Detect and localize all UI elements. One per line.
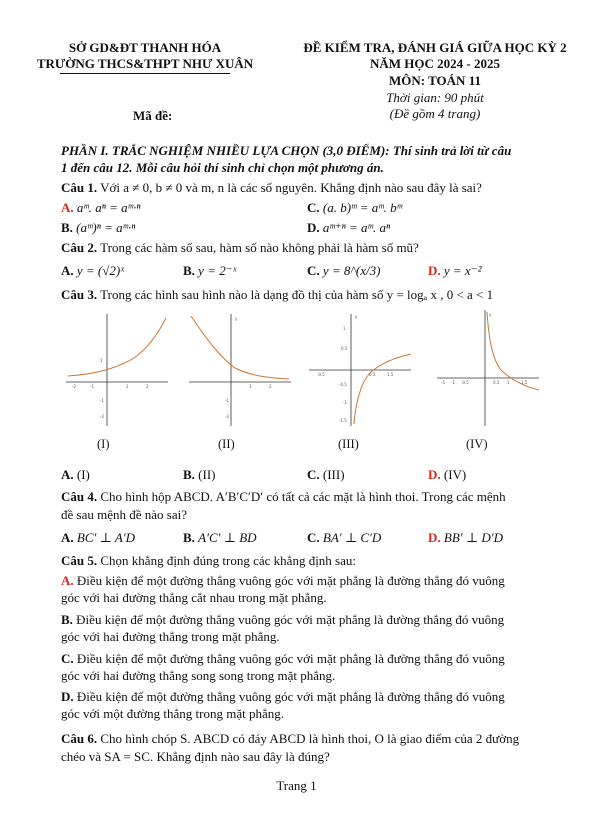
svg-text:1.5: 1.5 (521, 380, 528, 385)
svg-text:y: y (489, 312, 492, 317)
question-3: Câu 3. Trong các hình sau hình nào là dạng đồ thị của hàm số y = logₐ x , 0 < a < 1 (61, 287, 494, 302)
graph-i-caption: (I) (97, 437, 110, 451)
svg-text:0.5: 0.5 (341, 346, 348, 351)
graph-ii-curve (191, 316, 289, 379)
svg-text:1: 1 (507, 380, 510, 385)
q1-option-a[interactable]: A. aᵐ. aⁿ = aᵐ·ⁿ (61, 200, 141, 215)
q5-option-a[interactable]: A. Điều kiện để một đường thẳng vuông góc với mặt phẳng là đường thẳng đó vuông góc với hai đường thẳng cắt nhau trong mặt phẳng. (61, 573, 505, 605)
q2-option-d[interactable]: D. y = x⁻² (428, 263, 482, 278)
svg-text:2: 2 (269, 384, 272, 389)
question-1 (61, 180, 482, 196)
page-count: (Đề gồm 4 trang) (389, 106, 481, 121)
svg-text:1: 1 (249, 384, 252, 389)
svg-text:-1: -1 (100, 398, 104, 403)
question-2: Câu 2. Trong các hàm số sau, hàm số nào không phải là hàm số mũ? (61, 240, 419, 255)
svg-text:0.5: 0.5 (369, 372, 376, 377)
svg-text:-0.5: -0.5 (461, 380, 469, 385)
exam-time: Thời gian: 90 phút (386, 90, 484, 105)
q3-option-c[interactable]: C. (III) (307, 467, 345, 482)
svg-text:-1: -1 (343, 400, 347, 405)
svg-text:-1: -1 (225, 398, 229, 403)
graph-iv (433, 306, 543, 430)
svg-text:-1.5: -1.5 (339, 418, 347, 423)
page-number: Trang 1 (276, 778, 317, 793)
svg-text:2: 2 (146, 384, 149, 389)
q4-option-a[interactable]: A. BC′ ⊥ A′D (61, 530, 136, 545)
graph-iii (305, 310, 415, 430)
graph-i (62, 310, 172, 430)
graph-ii (185, 310, 295, 430)
question-6-continued: chéo và SA = SC. Khẳng định nào sau đây là đúng? (61, 749, 330, 764)
q4-option-d[interactable]: D. BB′ ⊥ D′D (428, 530, 503, 545)
q1-option-d[interactable]: D. aᵐ⁺ⁿ = aᵐ. aⁿ (307, 220, 391, 235)
exam-title: ĐỀ KIỂM TRA, ĐÁNH GIÁ GIỮA HỌC KỲ 2 (303, 40, 567, 55)
q2-option-c[interactable]: C. y = 8^(x/3) (307, 263, 381, 278)
svg-text:-2: -2 (225, 414, 229, 419)
svg-text:y: y (355, 314, 358, 319)
svg-text:-0.5: -0.5 (339, 382, 347, 387)
svg-text:-2: -2 (72, 384, 76, 389)
question-4-continued: đề sau mệnh đề nào sai? (61, 507, 187, 522)
exam-code-label: Mã đề: (133, 108, 173, 123)
svg-text:-5: -5 (441, 380, 445, 385)
subject: MÔN: TOÁN 11 (389, 73, 481, 88)
svg-text:y: y (235, 316, 238, 321)
svg-text:-2: -2 (100, 414, 104, 419)
svg-text:-1: -1 (90, 384, 94, 389)
q5-option-c[interactable]: C. Điều kiện để một đường thẳng vuông góc với mặt phẳng là đường thẳng đó vuông góc với hai đường thẳng song song trong mặt phẳng. (61, 651, 505, 683)
q2-option-a[interactable]: A. y = (√2)ˣ (61, 263, 124, 278)
q1-option-c[interactable]: C. (a. b)ᵐ = aᵐ. bᵐ (307, 200, 403, 215)
header-divider (60, 73, 230, 74)
q4-option-b[interactable]: B. A′C′ ⊥ BD (183, 530, 257, 545)
graph-iv-caption: (IV) (466, 437, 488, 451)
svg-text:1.5: 1.5 (387, 372, 394, 377)
q1-option-b[interactable]: B. (aᵐ)ⁿ = aᵐ·ⁿ (61, 220, 136, 235)
graph-iii-caption: (III) (338, 437, 359, 451)
svg-text:1: 1 (126, 384, 129, 389)
section-heading-line2: 1 đến câu 12. Mỗi câu hỏi thí sinh chỉ chọn một phương án. (61, 160, 384, 175)
question-4: Câu 4. Cho hình hộp ABCD. A′B′C′D′ có tất cả các mặt là hình thoi. Trong các mệnh (61, 489, 506, 504)
q2-option-b[interactable]: B. y = 2⁻ˣ (183, 263, 237, 278)
q4-option-c[interactable]: C. BA′ ⊥ C′D (307, 530, 382, 545)
svg-text:-1: -1 (451, 380, 455, 385)
svg-text:1: 1 (343, 326, 346, 331)
question-1-text: Với a ≠ 0, b ≠ 0 và m, n là các số nguyên. Khẳng định nào sau đây là sai? (97, 180, 482, 195)
graph-ii-caption: (II) (218, 437, 235, 451)
svg-text:-0.5: -0.5 (317, 372, 325, 377)
q5-option-d[interactable]: D. Điều kiện để một đường thẳng vuông góc với mặt phẳng là đường thẳng đó vuông góc với một đường thẳng trong mặt phẳng. (61, 689, 505, 721)
svg-text:1: 1 (100, 358, 103, 363)
question-6: Câu 6. Cho hình chóp S. ABCD có đáy ABCD là hình thoi, O là giao điểm của 2 đường (61, 731, 520, 746)
school-name: TRƯỜNG THCS&THPT NHƯ XUÂN (36, 56, 254, 71)
graph-i-curve (68, 318, 166, 376)
q3-option-b[interactable]: B. (II) (183, 467, 216, 482)
question-1-label: Câu 1. (61, 180, 98, 195)
question-5: Câu 5. Chọn khẳng định đúng trong các khẳng định sau: (61, 553, 357, 568)
department-name: SỞ GD&ĐT THANH HÓA (68, 40, 222, 55)
q3-option-a[interactable]: A. (I) (61, 467, 90, 482)
school-year: NĂM HỌC 2024 - 2025 (370, 56, 500, 71)
section-heading-line1: PHẦN I. TRẮC NGHIỆM NHIỀU LỰA CHỌN (3,0 ĐIỂM): Thí sinh trả lời từ câu (61, 143, 512, 158)
svg-text:0.5: 0.5 (493, 380, 500, 385)
graph-iii-curve (354, 354, 411, 424)
q5-option-b[interactable]: B. Điều kiện để một đường thẳng vuông góc với mặt phẳng là đường thẳng đó vuông góc với hai đường thẳng trong mặt phẳng. (61, 612, 505, 644)
q3-option-d[interactable]: D. (IV) (428, 467, 467, 482)
